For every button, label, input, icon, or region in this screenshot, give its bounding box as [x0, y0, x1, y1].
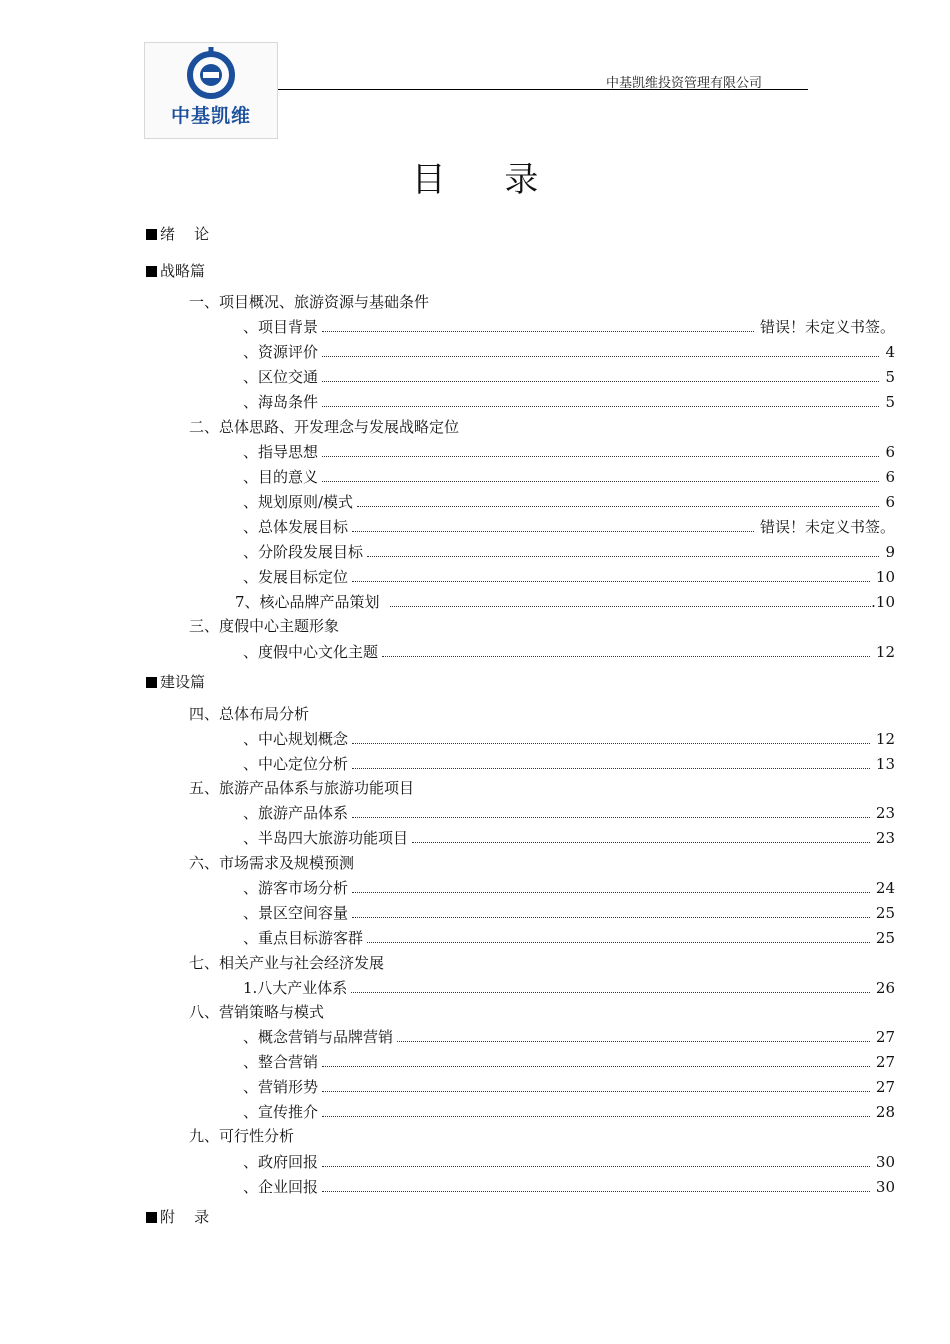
toc-item[interactable]: 7、核心品牌产品策划 .10	[235, 593, 895, 611]
company-name: 中基凯维投资管理有限公司	[606, 76, 763, 91]
leader-dots	[322, 1077, 870, 1092]
toc-item[interactable]: 、海岛条件 5	[243, 393, 895, 411]
toc-item[interactable]: 、度假中心文化主题 12	[243, 643, 895, 661]
toc-item[interactable]: 、中心规划概念 12	[243, 730, 895, 748]
header-divider	[278, 89, 808, 90]
leader-dots	[322, 317, 754, 332]
toc-item[interactable]: 、分阶段发展目标 9	[243, 543, 895, 561]
leader-dots	[352, 517, 754, 532]
toc-item[interactable]: 、目的意义 6	[243, 468, 895, 486]
toc-item[interactable]: 、概念营销与品牌营销 27	[243, 1028, 895, 1046]
bullet-square-icon	[146, 229, 157, 240]
toc-item[interactable]: 、总体发展目标 错误！未定义书签。	[243, 518, 895, 536]
leader-dots	[352, 803, 870, 818]
leader-dots	[322, 1102, 870, 1117]
toc-item[interactable]: 、中心定位分析 13	[243, 755, 895, 773]
bullet-square-icon	[146, 1212, 157, 1223]
leader-dots	[352, 754, 870, 769]
leader-dots	[357, 492, 879, 507]
toc-item[interactable]: 、区位交通 5	[243, 368, 895, 386]
toc-chapter[interactable]: 二、总体思路、开发理念与发展战略定位	[189, 418, 460, 436]
toc-chapter[interactable]: 一、项目概况、旅游资源与基础条件	[189, 293, 430, 311]
toc-section[interactable]: 战略篇	[146, 260, 205, 282]
toc-item[interactable]: 、整合营销 27	[243, 1053, 895, 1071]
toc-item[interactable]: 、政府回报 30	[243, 1153, 895, 1171]
leader-dots	[397, 1027, 870, 1042]
toc-chapter[interactable]: 九、可行性分析	[189, 1127, 295, 1145]
company-logo	[144, 42, 278, 139]
bullet-square-icon	[146, 266, 157, 277]
leader-dots	[322, 1152, 870, 1167]
leader-dots	[352, 729, 870, 744]
leader-dots	[322, 1177, 870, 1192]
leader-dots	[367, 542, 879, 557]
toc-item[interactable]: 、游客市场分析 24	[243, 879, 895, 897]
leader-dots	[322, 1052, 870, 1067]
logo-text: 中基凯维	[170, 105, 251, 127]
toc-item[interactable]: 、重点目标游客群 25	[243, 929, 895, 947]
leader-dots	[322, 467, 879, 482]
toc-chapter[interactable]: 六、市场需求及规模预测	[189, 854, 355, 872]
toc-item[interactable]: 、发展目标定位 10	[243, 568, 895, 586]
toc-item[interactable]: 、企业回报 30	[243, 1178, 895, 1196]
leader-dots	[352, 903, 870, 918]
leader-dots	[322, 367, 879, 382]
toc-item[interactable]: 、景区空间容量 25	[243, 904, 895, 922]
leader-dots	[390, 592, 872, 607]
toc-item[interactable]: 、项目背景 错误！未定义书签。	[243, 318, 895, 336]
leader-dots	[352, 878, 870, 893]
toc-chapter[interactable]: 七、相关产业与社会经济发展	[189, 954, 385, 972]
leader-dots	[322, 392, 879, 407]
leader-dots	[412, 828, 870, 843]
leader-dots	[352, 567, 870, 582]
toc-chapter[interactable]: 八、营销策略与模式	[189, 1003, 325, 1021]
toc-chapter[interactable]: 四、总体布局分析	[189, 705, 310, 723]
toc-item[interactable]: 、规划原则/模式 6	[243, 493, 895, 511]
toc-chapter[interactable]: 三、度假中心主题形象	[189, 617, 340, 635]
toc-section[interactable]: 附 录	[146, 1206, 209, 1228]
page-title: 目 录	[411, 160, 563, 200]
toc-item[interactable]: 、资源评价 4	[243, 343, 895, 361]
leader-dots	[367, 928, 870, 943]
leader-dots	[322, 342, 879, 357]
toc-item[interactable]: 、指导思想 6	[243, 443, 895, 461]
leader-dots	[382, 642, 870, 657]
toc-item[interactable]: 、营销形势 27	[243, 1078, 895, 1096]
bullet-square-icon	[146, 677, 157, 688]
leader-dots	[322, 442, 879, 457]
toc-chapter[interactable]: 五、旅游产品体系与旅游功能项目	[189, 779, 415, 797]
toc-item[interactable]: 、宣传推介 28	[243, 1103, 895, 1121]
toc-section[interactable]: 建设篇	[146, 671, 205, 693]
toc-section[interactable]: 绪 论	[146, 223, 209, 245]
leader-dots	[351, 978, 870, 993]
toc-item[interactable]: 、半岛四大旅游功能项目 23	[243, 829, 895, 847]
toc-item[interactable]: 1.八大产业体系 26	[243, 979, 895, 997]
toc-item[interactable]: 、旅游产品体系 23	[243, 804, 895, 822]
